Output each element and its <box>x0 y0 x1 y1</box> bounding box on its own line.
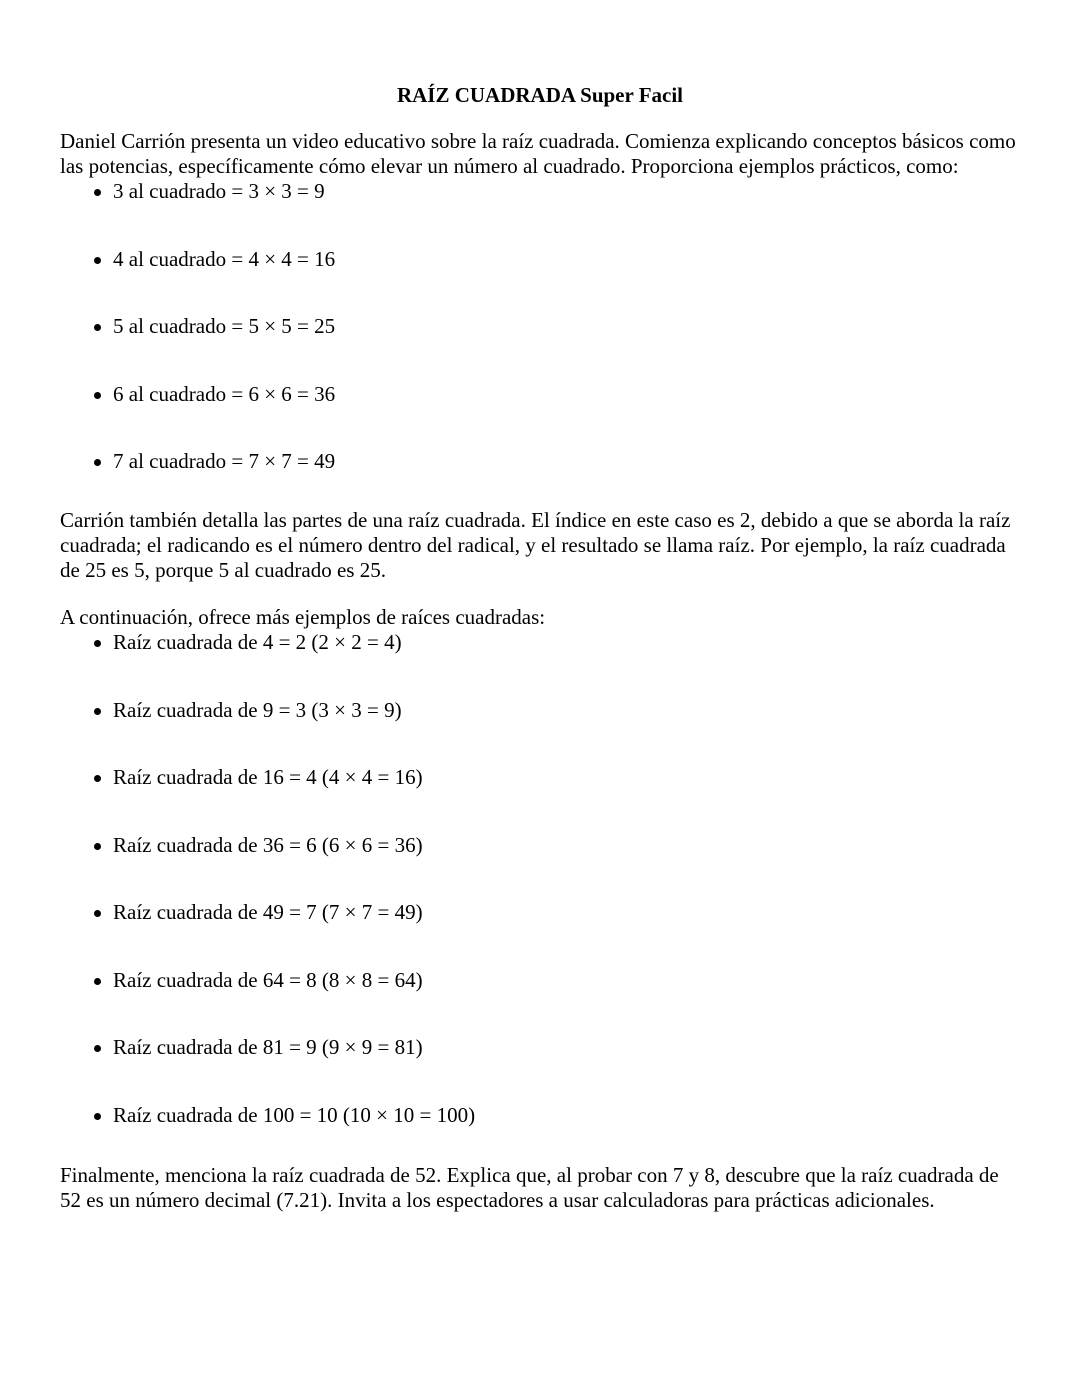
list-item: Raíz cuadrada de 16 = 4 (4 × 4 = 16) <box>60 765 1020 790</box>
list-item: Raíz cuadrada de 64 = 8 (8 × 8 = 64) <box>60 968 1020 993</box>
more-examples-intro: A continuación, ofrece más ejemplos de raíces cuadradas: <box>60 605 546 629</box>
list-item: 5 al cuadrado = 5 × 5 = 25 <box>60 314 1020 339</box>
parts-paragraph: Carrión también detalla las partes de una raíz cuadrada. El índice en este caso es 2, debido a que se aborda la raíz cuadrada; el radicando es el número dentro del radical, y el resultado se llama raíz. Por ejemplo, la raíz cuadrada de 25 es 5, porque 5 al cuadrado es 25. <box>60 508 1011 582</box>
squares-list <box>60 179 1020 474</box>
list-item: Raíz cuadrada de 81 = 9 (9 × 9 = 81) <box>60 1035 1020 1060</box>
list-item: 4 al cuadrado = 4 × 4 = 16 <box>60 247 1020 272</box>
list-item: Raíz cuadrada de 49 = 7 (7 × 7 = 49) <box>60 900 1020 925</box>
roots-list <box>60 630 1020 1128</box>
list-item: 3 al cuadrado = 3 × 3 = 9 <box>60 179 1020 204</box>
document-title: RAÍZ CUADRADA Super Facil <box>396 83 684 107</box>
closing-paragraph: Finalmente, menciona la raíz cuadrada de 52. Explica que, al probar con 7 y 8, descubre que la raíz cuadrada de 52 es un número decimal (7.21). Invita a los espectadores a usar calculadoras para prácticas adicionales. <box>60 1162 999 1212</box>
intro-paragraph: Daniel Carrión presenta un video educativo sobre la raíz cuadrada. Comienza explicando conceptos básicos como las potencias, específicamente cómo elevar un número al cuadrado. Proporciona ejemplos prácticos, como: <box>60 129 1016 178</box>
list-item: Raíz cuadrada de 36 = 6 (6 × 6 = 36) <box>60 833 1020 858</box>
list-item: 6 al cuadrado = 6 × 6 = 36 <box>60 382 1020 407</box>
list-item: Raíz cuadrada de 9 = 3 (3 × 3 = 9) <box>60 698 1020 723</box>
list-item: Raíz cuadrada de 100 = 10 (10 × 10 = 100) <box>60 1103 1020 1128</box>
list-item: 7 al cuadrado = 7 × 7 = 49 <box>60 449 1020 474</box>
list-item: Raíz cuadrada de 4 = 2 (2 × 2 = 4) <box>60 630 1020 655</box>
